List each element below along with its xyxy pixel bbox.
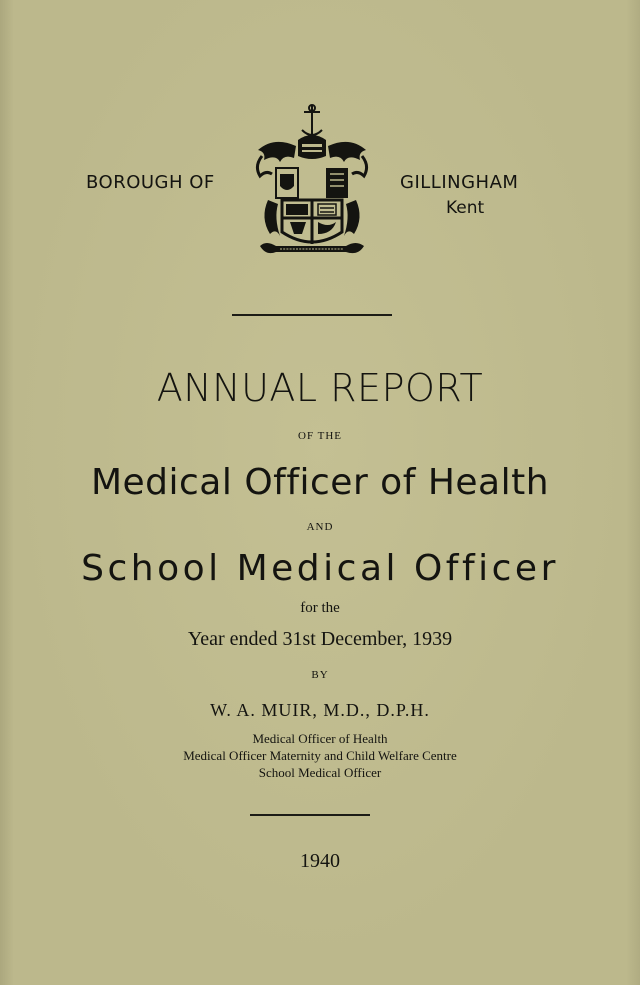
by-label: BY — [311, 669, 329, 681]
divider-bottom — [250, 814, 370, 816]
report-year-line: Year ended 31st December, 1939 — [187, 628, 453, 650]
for-the-label: for the — [300, 600, 340, 616]
author-role: Medical Officer Maternity and Child Welfare Centre — [183, 748, 457, 763]
borough-coat-of-arms-icon — [246, 100, 370, 262]
of-the-label: OF THE — [298, 430, 342, 442]
report-title: ANNUAL REPORT — [156, 366, 484, 410]
author-name: W. A. MUIR, M.D., D.P.H. — [210, 700, 430, 720]
author-role: School Medical Officer — [258, 765, 382, 780]
divider-top — [232, 314, 392, 316]
publication-year: 1940 — [300, 850, 340, 872]
borough-label: BOROUGH OF — [86, 172, 215, 193]
county-name: Kent — [446, 198, 485, 218]
author-role: Medical Officer of Health — [252, 731, 388, 746]
office-title-health: Medical Officer of Health — [90, 462, 550, 503]
and-label: AND — [306, 521, 334, 533]
borough-name: GILLINGHAM — [400, 172, 519, 193]
office-title-school: School Medical Officer — [81, 548, 559, 589]
